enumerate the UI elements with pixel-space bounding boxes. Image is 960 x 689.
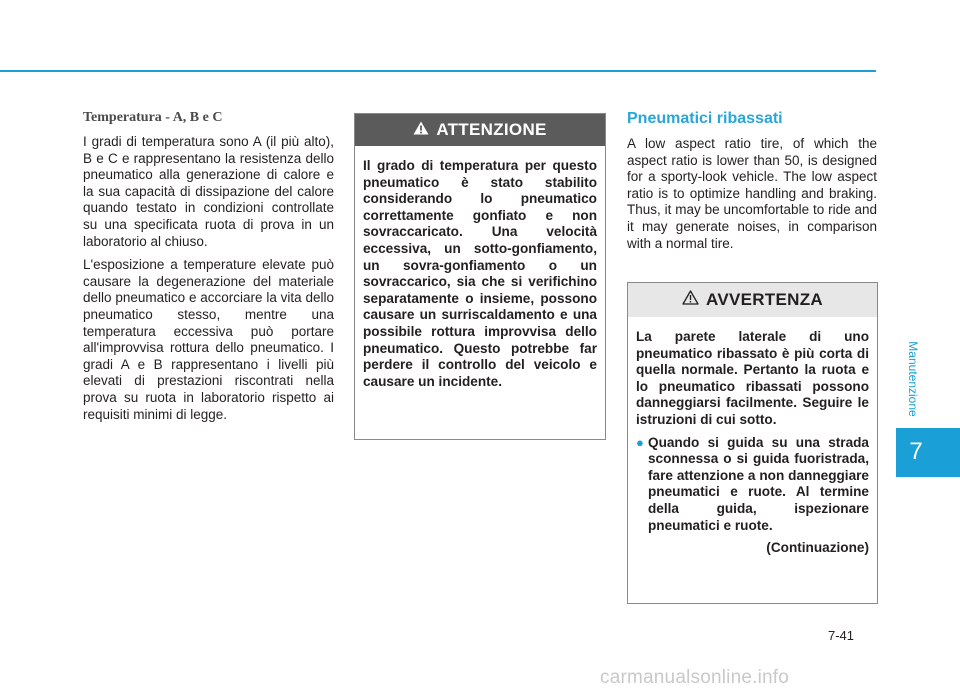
warning-bullet-text: Quando si guida su una strada sconnessa o si guida fuoristrada, fare attenzione a non danneggiare pneumatici e ruote. Al termine della guida, ispezionare pneumatici e ruote.: [648, 434, 869, 533]
temperature-section: [83, 110, 334, 430]
low-profile-paragraph: A low aspect ratio tire, of which the aspect ratio is lower than 50, is designed for a sporty-look vehicle. The low aspect ratio is to optimize handling and braking. Thus, it may be uncomfortable to ride and it may generate noises, in comparison with a normal tire.: [627, 136, 877, 251]
page-number: 7-41: [828, 628, 855, 643]
temperature-heading: Temperatura - A, B e C: [83, 110, 223, 125]
chapter-tab: [896, 428, 960, 477]
side-section-label-text: Manutenzione: [906, 341, 920, 417]
bullet-dot-icon: ●: [636, 434, 644, 450]
side-section-label: [905, 335, 921, 425]
low-profile-heading: Pneumatici ribassati: [627, 110, 783, 127]
top-rule: [0, 70, 876, 72]
attention-title: ATTENZIONE: [436, 120, 547, 139]
warning-triangle-icon: [413, 120, 429, 140]
warning-text: La parete laterale di uno pneumatico ribassato è più corta di quella normale. Pertanto la ruota e lo pneumatico ribassati possono danneggiarsi facilmente. Seguire le istruzioni di cui sotto.: [636, 329, 869, 427]
temperature-paragraph-1: I gradi di temperatura sono A (il più alto), B e C e rappresentano la resistenza dello pneumatico alla generazione di calore e la sua capacità di dissipazione del calore quando testato in condizioni controllate su una specificata ruota di prova in un laboratorio al chiuso.: [83, 134, 334, 249]
attention-header: [355, 114, 605, 146]
warning-triangle-outline-icon: [682, 290, 699, 310]
low-profile-section: [627, 110, 877, 259]
attention-text: Il grado di temperatura per questo pneumatico è stato stabilito considerando lo pneumatico correttamente gonfiato e non sovraccaricato. Una velocità eccessiva, un sotto-gonfiamento, un sovra-gonfiamento o un sovraccarico, sia che si verifichino separatamente o insieme, possono causare un surriscaldamento e una possibile rottura improvvisa dello pneumatico. Questo potrebbe far perdere il controllo del veicolo e causare un incidente.: [363, 158, 597, 389]
temperature-paragraph-2: L'esposizione a temperature elevate può causare la degenerazione del materiale dello pneumatico e accorciare la vita dello pneumatico stesso, mentre una temperatura eccessiva può portare all'improvvisa rottura dello pneumatico. I gradi A e B rappresentano i livelli più elevati di prestazioni riscontrati nella prova su ruota in laboratorio rispetto ai requisiti minimi di legge.: [83, 257, 334, 422]
warning-bullet: [636, 435, 869, 535]
attention-box: [354, 113, 606, 440]
warning-header: [628, 283, 877, 317]
warning-box: [627, 282, 878, 604]
warning-body: [628, 317, 877, 557]
watermark: carmanualsonline.info: [600, 667, 790, 688]
warning-title: AVVERTENZA: [706, 290, 823, 309]
continued-label: (Continuazione): [766, 540, 869, 556]
chapter-number: 7: [909, 438, 923, 465]
